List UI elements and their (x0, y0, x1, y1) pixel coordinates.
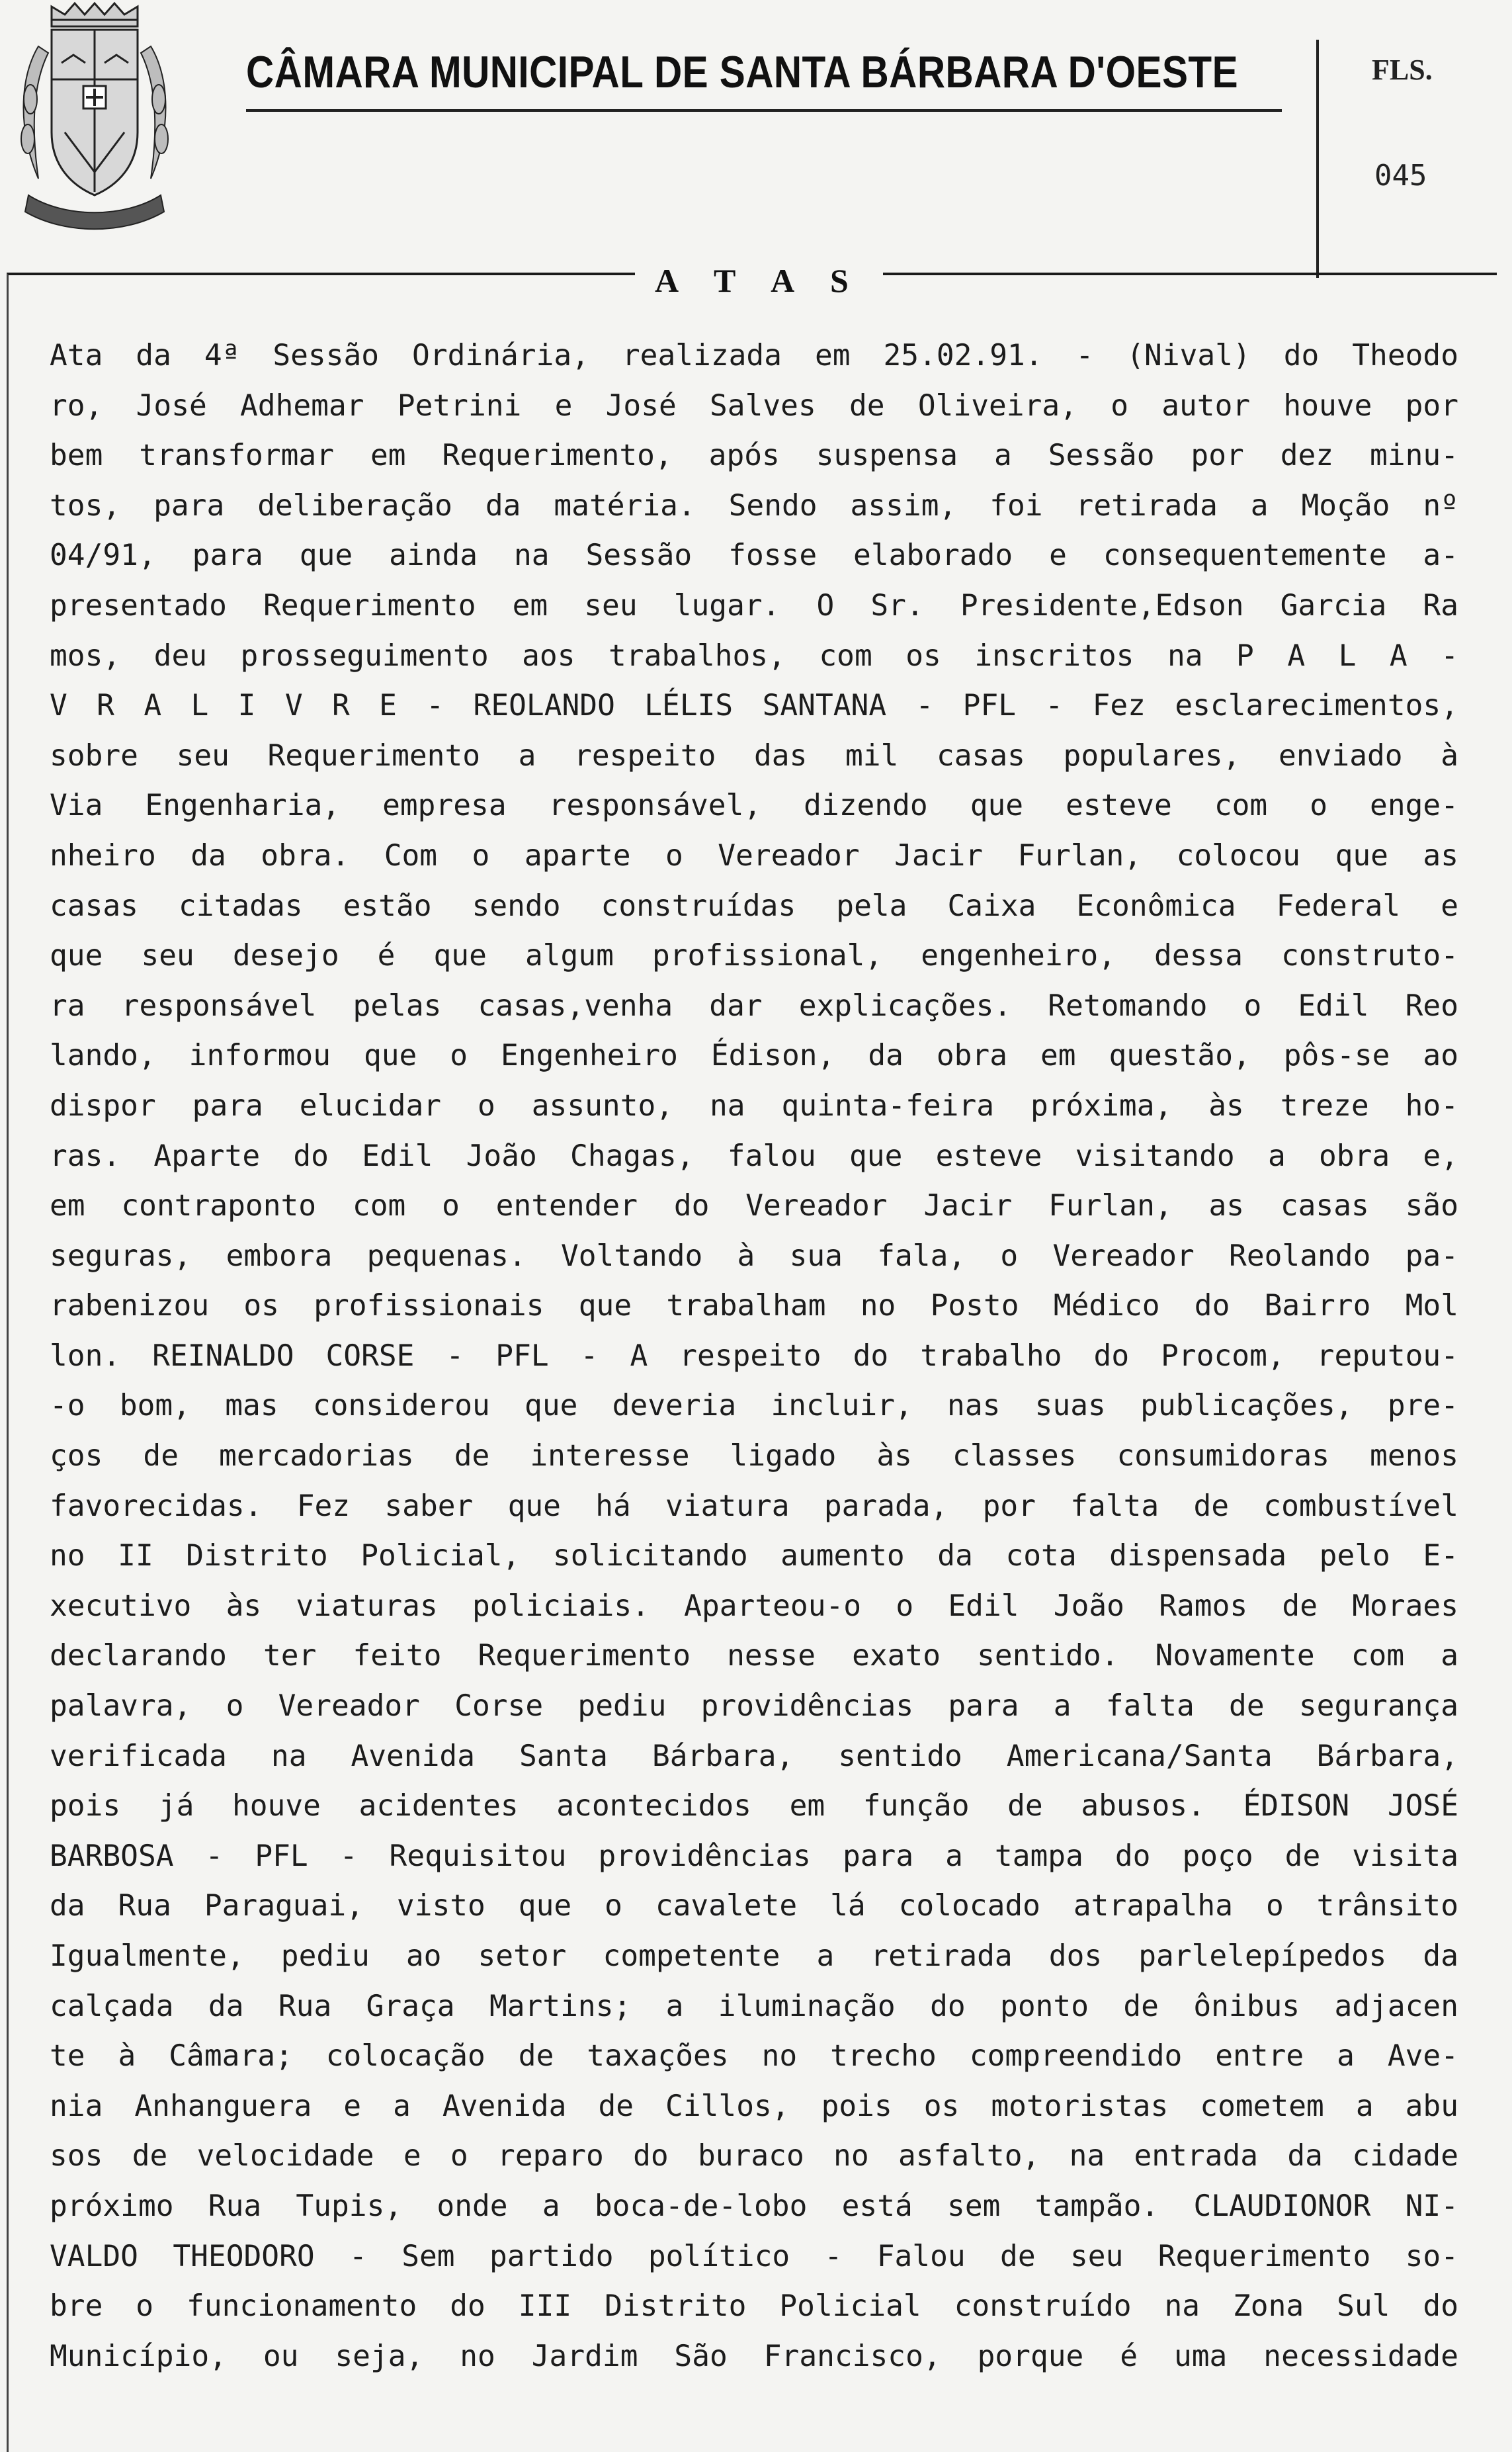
text-line: bem transformar em Requerimento, após suspensa a Sessão por dez minu- (50, 439, 1458, 473)
text-line: nheiro da obra. Com o aparte o Vereador Jacir Furlan, colocou que as (50, 838, 1458, 873)
section-title: A T A S (635, 261, 883, 300)
text-line: calçada da Rua Graça Martins; a iluminação do ponto de ônibus adjacen (50, 1989, 1458, 2023)
text-line: nia Anhanguera e a Avenida de Cillos, pois os motoristas cometem a abu (50, 2089, 1458, 2123)
text-line: sos de velocidade e o reparo do buraco no asfalto, na entrada da cidade (50, 2139, 1458, 2173)
text-line: te à Câmara; colocação de taxações no trecho compreendido entre a Ave- (50, 2039, 1458, 2074)
text-line: tos, para deliberação da matéria. Sendo assim, foi retirada a Moção nº (50, 488, 1458, 523)
text-line: dispor para elucidar o assunto, na quinta-feira próxima, às treze ho- (50, 1088, 1458, 1123)
text-line: V R A L I V R E - REOLANDO LÉLIS SANTANA - PFL - Fez esclarecimentos, (50, 689, 1458, 723)
text-line: seguras, embora pequenas. Voltando à sua fala, o Vereador Reolando pa- (50, 1239, 1458, 1273)
text-line: lon. REINALDO CORSE - PFL - A respeito do trabalho do Procom, reputou- (50, 1338, 1458, 1373)
header-divider (1316, 40, 1319, 278)
text-line: ra responsável pelas casas,venha dar explicações. Retomando o Edil Reo (50, 988, 1458, 1023)
text-line: casas citadas estão sendo construídas pela Caixa Econômica Federal e (50, 889, 1458, 923)
text-line: que seu desejo é que algum profissional, engenheiro, dessa construto- (50, 939, 1458, 973)
text-line: Município, ou seja, no Jardim São Francisco, porque é uma necessidade (50, 2339, 1458, 2373)
text-line: Ata da 4ª Sessão Ordinária, realizada em 25.02.91. - (Nival) do Theodo (50, 339, 1458, 372)
text-line: Igualmente, pediu ao setor competente a retirada dos parlelepípedos da (50, 1939, 1458, 1973)
text-line: sobre seu Requerimento a respeito das mil casas populares, enviado à (50, 738, 1458, 773)
text-line: BARBOSA - PFL - Requisitou providências para a tampa do poço de visita (50, 1839, 1458, 1873)
seal-shield (52, 30, 138, 195)
text-line: no II Distrito Policial, solicitando aumento da cota dispensada pelo E- (50, 1539, 1458, 1573)
page-number: 045 (1374, 159, 1427, 193)
coat-of-arms-seal-icon (12, 0, 177, 238)
text-line: favorecidas. Fez saber que há viatura parada, por falta de combustível (50, 1489, 1458, 1523)
text-line: 04/91, para que ainda na Sessão fosse elaborado e consequentemente a- (50, 539, 1458, 573)
text-line: verificada na Avenida Santa Bárbara, sentido Americana/Santa Bárbara, (50, 1739, 1458, 1773)
text-line: ras. Aparte do Edil João Chagas, falou que esteve visitando a obra e, (50, 1139, 1458, 1173)
text-line: -o bom, mas considerou que deveria incluir, nas suas publicações, pre- (50, 1389, 1458, 1423)
text-line: próximo Rua Tupis, onde a boca-de-lobo está sem tampão. CLAUDIONOR NI- (50, 2189, 1458, 2223)
text-line: ro, José Adhemar Petrini e José Salves de Oliveira, o autor houve por (50, 388, 1458, 423)
text-line: VALDO THEODORO - Sem partido político - Falou de seu Requerimento so- (50, 2239, 1458, 2273)
text-line: lando, informou que o Engenheiro Édison, da obra em questão, pôs-se ao (50, 1039, 1458, 1073)
text-line: declarando ter feito Requerimento nesse exato sentido. Novamente com a (50, 1639, 1458, 1673)
text-line: rabenizou os profissionais que trabalham no Posto Médico do Bairro Mol (50, 1289, 1458, 1323)
text-line: bre o funcionamento do III Distrito Policial construído na Zona Sul do (50, 2289, 1458, 2324)
seal-ribbon (25, 195, 164, 229)
minutes-body (50, 331, 1458, 2381)
text-line: pois já houve acidentes acontecidos em função de abusos. ÉDISON JOSÉ (50, 1789, 1458, 1823)
fls-label: FLS. (1372, 54, 1433, 86)
text-line: da Rua Paraguai, visto que o cavalete lá colocado atrapalha o trânsito (50, 1889, 1458, 1923)
text-line: Via Engenharia, empresa responsável, dizendo que esteve com o enge- (50, 789, 1458, 823)
text-line: em contraponto com o entender do Vereador Jacir Furlan, as casas são (50, 1189, 1458, 1223)
header-underline (246, 109, 1282, 112)
institution-title: CÂMARA MUNICIPAL DE SANTA BÁRBARA D'OESTE (246, 47, 1239, 97)
text-line: presentado Requerimento em seu lugar. O Sr. Presidente,Edson Garcia Ra (50, 588, 1458, 623)
text-line: palavra, o Vereador Corse pediu providências para a falta de segurança (50, 1689, 1458, 1724)
text-line: ços de mercadorias de interesse ligado às classes consumidoras menos (50, 1439, 1458, 1473)
text-line: mos, deu prosseguimento aos trabalhos, com os inscritos na P A L A - (50, 638, 1458, 673)
text-line: xecutivo às viaturas policiais. Aparteou-o o Edil João Ramos de Moraes (50, 1589, 1458, 1623)
seal-crown (52, 3, 138, 26)
